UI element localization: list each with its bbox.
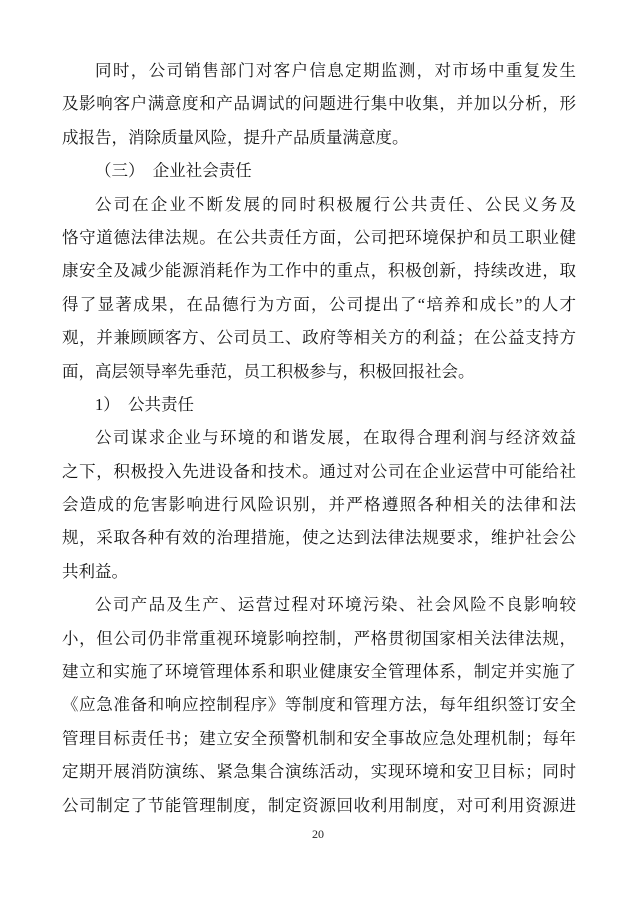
text-line: 康安全及减少能源消耗作为工作中的重点，积极创新，持续改进，取 (62, 261, 576, 281)
text-line: 恪守道德法律法规。在公共责任方面，公司把环境保护和员工职业健 (62, 227, 576, 247)
text-line: 共利益。 (62, 561, 128, 581)
text-line: 建立和实施了环境管理体系和职业健康安全管理体系，制定并实施了 (62, 662, 576, 682)
paragraph (62, 588, 576, 822)
heading-line: （三） 企业社会责任 (95, 161, 252, 181)
text-line: 定期开展消防演练、紧急集合演练活动，实现环境和安卫目标；同时 (62, 762, 576, 782)
text-line: 公司产品及生产、运营过程对环境污染、社会风险不良影响较 (95, 595, 576, 615)
heading-line: 1） 公共责任 (95, 394, 194, 414)
text-line: 同时，公司销售部门对客户信息定期监测，对市场中重复发生 (95, 61, 576, 80)
paragraph (62, 188, 576, 388)
paragraph (62, 421, 576, 588)
text-line: 观，并兼顾顾客方、公司员工、政府等相关方的利益；在公益支持方 (62, 328, 576, 348)
paragraph (62, 54, 576, 154)
text-line: 《应急准备和响应控制程序》等制度和管理方法，每年组织签订安全 (62, 695, 576, 715)
text-line: 管理目标责任书；建立安全预警机制和安全事故应急处理机制；每年 (62, 728, 576, 748)
text-line: 规，采取各种有效的治理措施，使之达到法律法规要求，维护社会公 (62, 528, 576, 548)
text-line: 公司谋求企业与环境的和谐发展，在取得合理利润与经济效益 (95, 428, 576, 448)
list-item-heading (62, 388, 576, 421)
text-line: 会造成的危害影响进行风险识别，并严格遵照各种相关的法律和法 (62, 495, 576, 515)
text-line: 公司制定了节能管理制度，制定资源回收利用制度，对可利用资源进 (62, 795, 576, 815)
text-line: 成报告，消除质量风险，提升产品质量满意度。 (62, 127, 409, 147)
section-heading (62, 154, 576, 187)
page-number: 20 (312, 827, 324, 841)
text-line: 及影响客户满意度和产品调试的问题进行集中收集，并加以分析，形 (62, 94, 576, 114)
text-line: 之下，积极投入先进设备和技术。通过对公司在企业运营中可能给社 (62, 461, 576, 481)
text-line: 得了显著成果，在品德行为方面，公司提出了“培养和成长”的人才 (62, 294, 576, 314)
text-line: 公司在企业不断发展的同时积极履行公共责任、公民义务及 (95, 194, 576, 214)
text-line: 面，高层领导率先垂范，员工积极参与，积极回报社会。 (62, 361, 475, 381)
document-body (62, 54, 576, 822)
text-line: 小，但公司仍非常重视环境影响控制，严格贯彻国家相关法律法规， (62, 628, 576, 648)
